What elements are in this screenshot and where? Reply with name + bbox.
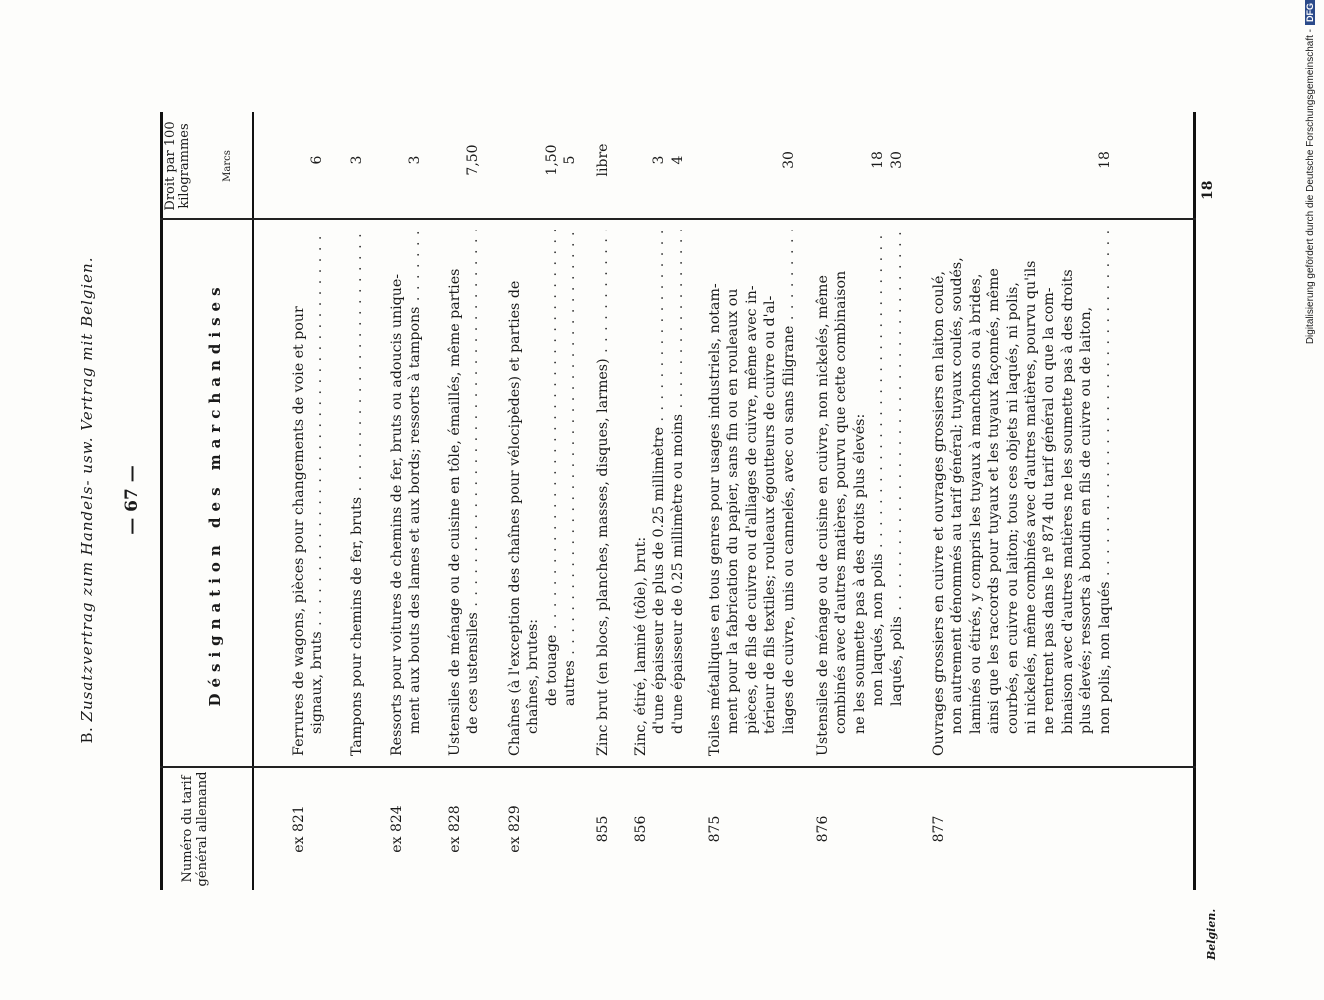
designation-line: chaînes, brutes:: [525, 618, 542, 734]
tariff-number: ex 828: [447, 805, 463, 853]
duty-rate-value: [632, 130, 650, 190]
designation-line: Zinc brut (en blocs, planches, masses, disques, larmes) . . .: [594, 230, 612, 756]
designation-line: d'une épaisseur de plus de 0.25 millimètre . . .: [650, 230, 668, 756]
duty-rate-value: [743, 130, 761, 190]
tariff-number: 855: [595, 815, 611, 843]
duty-rate-value: [290, 130, 308, 190]
duty-rate-value: 18: [870, 151, 887, 169]
designation-text: [290, 230, 327, 756]
designation-line: Zinc, étiré, laminé (tôle), brut:: [633, 536, 649, 756]
dfg-credit: [1305, 0, 1316, 1000]
duty-rate-value: [1022, 130, 1040, 190]
table-top-rule: [160, 112, 163, 890]
designation-line: Ouvrages grossiers en cuivre et ouvrages grossiers en laiton coulé,: [931, 271, 947, 756]
running-head: [78, 0, 96, 1000]
designation-line: ainsi que les raccords pour tuyaux et les tuyaux façonnés, même: [986, 268, 1003, 734]
designation-line: Ustensiles de ménage ou de cuisine en cuivre, non nickelés, même: [815, 275, 831, 756]
header-droit: Droit par 100 kilogrammes: [163, 121, 192, 211]
designation-line: autres . . .: [561, 230, 579, 756]
duty-rate-value: [388, 130, 406, 190]
duty-rate-value: 30: [888, 151, 905, 169]
duty-rate-value: [1059, 130, 1077, 190]
duty-rate-value: [761, 130, 779, 190]
designation-text: [388, 230, 425, 756]
duty-rate-value: [832, 130, 850, 190]
dfg-logo: DFG: [1305, 0, 1315, 25]
tariff-number: ex 829: [507, 805, 523, 853]
duty-rate: [388, 120, 425, 220]
designation-line: plus élevés; ressorts à boudin en fils de cuivre ou de laiton,: [1078, 306, 1095, 734]
tariff-number: 856: [633, 815, 649, 843]
designation-line: laminés ou étirés, y compris les tuyaux à manchons ou à brides,: [967, 273, 984, 734]
duty-rate-value: [814, 130, 832, 190]
duty-rate: [632, 120, 687, 220]
duty-rate-value: [1004, 130, 1022, 190]
designation-line: binaison avec d'autres matières ne les soumette pas à des droits: [1059, 269, 1076, 734]
designation-line: non autrement dénommés au tarif général; tuyaux coulés, soudés,: [949, 257, 966, 734]
table-header-rule: [252, 112, 254, 890]
duty-rate-value: [930, 130, 948, 190]
designation-line: Chaînes (à l'exception des chaînes pour vélocipèdes) et parties de: [507, 280, 523, 756]
duty-rate: [930, 120, 1114, 220]
designation-line: ne les soumette pas à des droits plus élevés:: [851, 413, 868, 734]
footer-country: Belgien.: [1205, 908, 1218, 960]
designation-line: de ces ustensiles . . .: [464, 230, 482, 756]
designation-line: térieur de fils textiles; rouleaux égoutteurs de cuivre ou d'al-: [762, 295, 779, 734]
designation-line: non polis, non laqués . . .: [1096, 230, 1114, 756]
designation-line: non laqués, non polis . . .: [869, 230, 887, 756]
column-divider-1: [160, 767, 1196, 769]
duty-rate-value: [724, 130, 742, 190]
running-head-prefix: B.: [78, 726, 96, 744]
duty-rate-value: 5: [562, 155, 579, 165]
designation-line: ment aux bouts des lames et aux bords; ressorts à tampons . . .: [406, 230, 424, 756]
duty-rate-value: [985, 130, 1003, 190]
duty-rate-value: 7,50: [465, 144, 482, 176]
duty-rate-value: [524, 130, 542, 190]
header-designation: Désignation des marchandises: [206, 281, 224, 707]
duty-rate: [348, 120, 366, 220]
duty-rate-value: 30: [780, 151, 797, 169]
tariff-number: 875: [707, 815, 723, 843]
designation-line: Ressorts pour voitures de chemins de fer, bruts ou adoucis unique-: [389, 273, 405, 756]
tariff-number: ex 821: [291, 805, 307, 853]
designation-line: ni nickelés, même combinés avec d'autres matières, pourvu qu'ils: [1023, 260, 1040, 734]
duty-rate-value: 3: [407, 155, 424, 165]
duty-rate: [814, 120, 906, 220]
running-head-title: Zusatzvertrag zum Handels- usw. Vertrag mit Belgien.: [78, 256, 96, 722]
duty-rate-value: [967, 130, 985, 190]
designation-line: ment pour la fabrication du papier, sans fin ou en rouleaux ou: [725, 288, 742, 734]
duty-rate: [594, 120, 612, 220]
designation-line: ne rentrent pas dans le nº 874 du tarif général ou que la com-: [1041, 287, 1058, 734]
designation-line: pièces, de fils de cuivre ou d'alliages de cuivre, même avec in-: [743, 285, 760, 734]
duty-rate: [706, 120, 798, 220]
designation-line: combinés avec d'autres matières, pourvu que cette combinaison: [833, 270, 850, 734]
duty-rate-value: libre: [595, 143, 611, 177]
designation-text: [348, 230, 366, 756]
designation-line: signaux, bruts . . .: [308, 230, 326, 756]
designation-line: Ferrures de wagons, pièces pour changements de voie et pour: [291, 306, 307, 756]
designation-line: Tampons pour chemins de fer, bruts . . .: [348, 230, 366, 756]
duty-rate-value: 3: [349, 155, 365, 165]
duty-rate-value: 1,50: [543, 144, 560, 176]
designation-line: de touage . . .: [543, 230, 561, 756]
duty-rate-value: [706, 130, 724, 190]
duty-rate-value: 4: [669, 155, 686, 165]
page-number: — 67 —: [122, 465, 142, 535]
duty-rate-value: 18: [1096, 151, 1113, 169]
designation-text: [814, 230, 906, 756]
designation-text: [594, 230, 612, 756]
duty-rate-value: [506, 130, 524, 190]
duty-rate: [506, 120, 580, 220]
duty-rate-value: [1077, 130, 1095, 190]
table-bottom-rule: [1193, 112, 1196, 890]
header-numero: Numéro du tarif général allemand: [180, 771, 210, 887]
duty-rate-value: [948, 130, 966, 190]
designation-text: [506, 230, 580, 756]
designation-line: liages de cuivre, unis ou cannelés, avec ou sans filigrane . . .: [780, 230, 798, 756]
designation-text: [706, 230, 798, 756]
designation-text: [632, 230, 687, 756]
tariff-number: 877: [931, 815, 947, 843]
designation-line: d'une épaisseur de 0.25 millimètre ou moins . . .: [669, 230, 687, 756]
designation-text: [930, 230, 1114, 756]
duty-rate: [446, 120, 483, 220]
tariff-table: [160, 112, 1196, 890]
duty-rate-value: [446, 130, 464, 190]
signature-mark: 18: [1200, 180, 1216, 200]
designation-line: laqués, polis . . .: [888, 230, 906, 756]
duty-rate-value: [1040, 130, 1058, 190]
dfg-text: Digitalisierung gefördert durch die Deutsche Forschungsgemeinschaft -: [1305, 29, 1316, 345]
designation-line: courbés, en cuivre ou laiton; tous ces objets ni laqués, ni polis,: [1004, 282, 1021, 734]
designation-line: Ustensiles de ménage ou de cuisine en tôle, émaillés, même parties: [447, 268, 463, 756]
duty-rate: [290, 120, 327, 220]
designation-text: [446, 230, 483, 756]
duty-rate-value: 3: [651, 155, 668, 165]
duty-rate-value: 6: [309, 155, 326, 165]
header-unit: Marcs: [222, 150, 233, 182]
tariff-number: ex 824: [389, 805, 405, 853]
tariff-number: 876: [815, 815, 831, 843]
designation-line: Toiles métalliques en tous genres pour usages industriels, notam-: [707, 283, 723, 756]
duty-rate-value: [851, 130, 869, 190]
